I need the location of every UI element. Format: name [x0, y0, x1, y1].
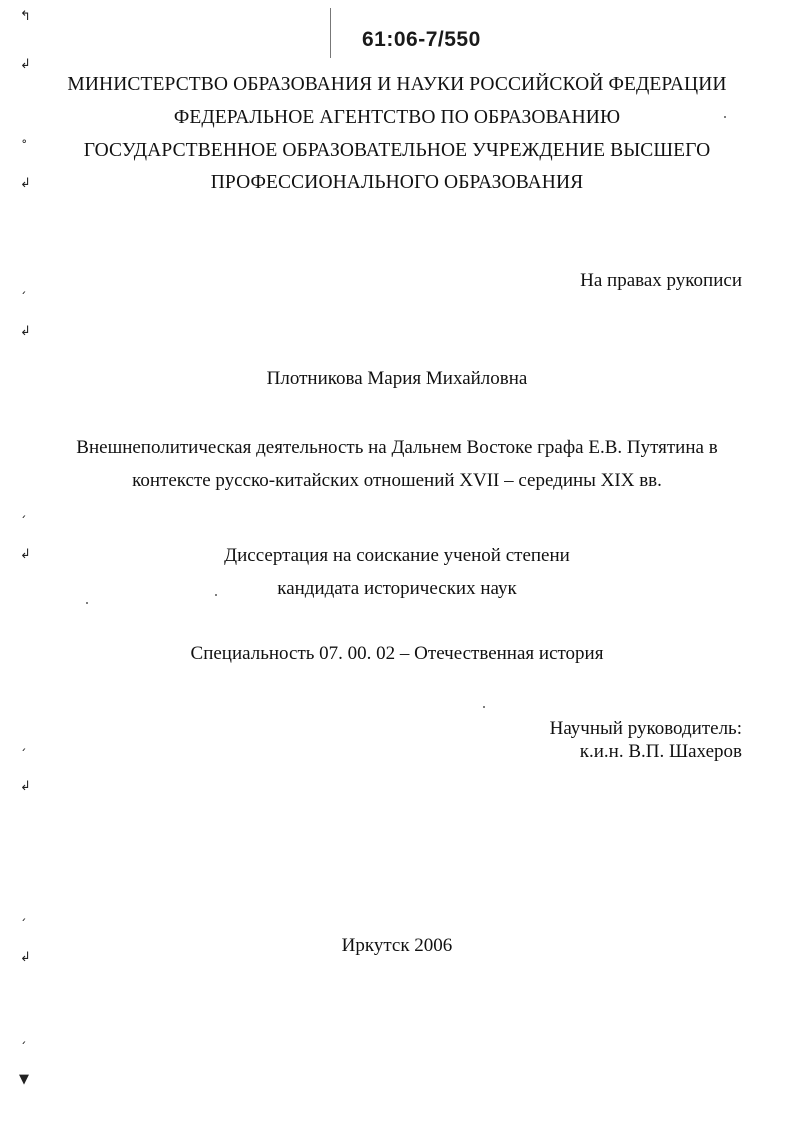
dissertation-title-line-1: Внешнеполитическая деятельность на Дальнем Востоке графа Е.В. Путятина в — [76, 437, 718, 458]
scan-mark: ▼ — [19, 1072, 29, 1087]
scan-margin-line — [330, 8, 331, 58]
scan-mark: ˏ — [20, 280, 27, 295]
scan-mark: ˏ — [20, 1030, 27, 1045]
city-year: Иркутск 2006 — [341, 935, 453, 956]
degree-line-1: Диссертация на соискание ученой степени — [224, 545, 570, 566]
scan-speck — [483, 706, 485, 708]
institution-line-2: ПРОФЕССИОНАЛЬНОГО ОБРАЗОВАНИЯ — [210, 172, 584, 193]
scan-mark: ↲ — [20, 547, 31, 562]
scan-mark: ↲ — [20, 57, 31, 72]
dissertation-title-line-2: контексте русско-китайских отношений XVII – середины XIX вв. — [132, 470, 662, 491]
scan-speck — [724, 116, 726, 118]
scan-mark: ˏ — [20, 737, 27, 752]
catalog-number: 61:06-7/550 — [362, 28, 481, 51]
scan-mark: ˏ — [20, 907, 27, 922]
supervisor-label: Научный руководитель: — [549, 718, 742, 739]
ministry-line: МИНИСТЕРСТВО ОБРАЗОВАНИЯ И НАУКИ РОССИЙСКОЙ ФЕДЕРАЦИИ — [67, 74, 727, 95]
institution-line-1: ГОСУДАРСТВЕННОЕ ОБРАЗОВАТЕЛЬНОЕ УЧРЕЖДЕНИЕ ВЫСШЕГО — [83, 140, 711, 161]
scan-mark: ↲ — [20, 176, 31, 191]
manuscript-note: На правах рукописи — [580, 270, 742, 291]
scan-mark: ↲ — [20, 779, 31, 794]
scan-mark: ˳ — [21, 129, 28, 144]
scan-mark: ↲ — [20, 950, 31, 965]
scan-speck — [86, 602, 88, 604]
supervisor-name: к.и.н. В.П. Шахеров — [579, 741, 742, 762]
agency-line: ФЕДЕРАЛЬНОЕ АГЕНТСТВО ПО ОБРАЗОВАНИЮ — [173, 107, 621, 128]
degree-line-2: кандидата исторических наук — [277, 578, 517, 599]
specialty: Специальность 07. 00. 02 – Отечественная история — [190, 643, 604, 664]
author-name: Плотникова Мария Михайловна — [266, 368, 528, 389]
scan-speck — [215, 594, 217, 596]
scan-mark: ˏ — [20, 504, 27, 519]
scan-mark: ↲ — [20, 324, 31, 339]
scan-mark: ↰ — [20, 9, 31, 24]
